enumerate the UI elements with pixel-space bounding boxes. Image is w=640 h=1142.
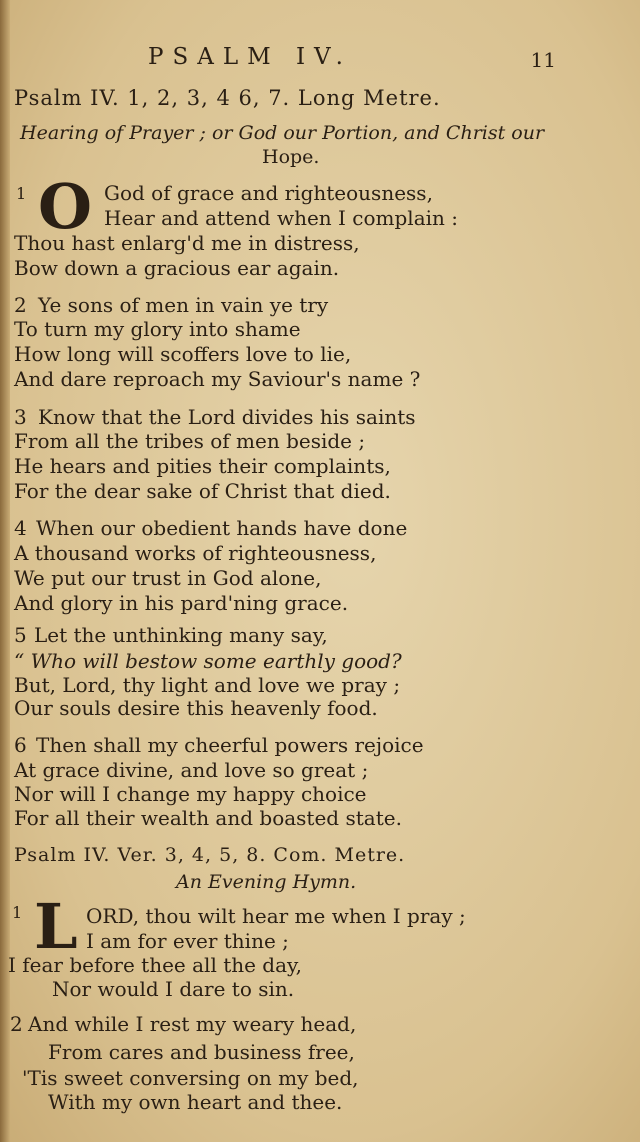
verse-line-quote: “ Who will bestow some earthly good? <box>14 649 402 673</box>
verse-line: I fear before thee all the day, <box>8 953 303 977</box>
verse-line: To turn my glory into shame <box>14 317 301 341</box>
verse-line: Thou hast enlarg'd me in distress, <box>14 231 360 255</box>
drop-cap: O <box>38 170 93 243</box>
verse-line: Nor would I dare to sin. <box>52 977 295 1001</box>
verse-line: From cares and business free, <box>48 1040 355 1064</box>
verse-line: And while I rest my weary head, <box>28 1012 357 1036</box>
stanza-number: 1 <box>16 184 27 203</box>
stanza-number: 3 <box>14 405 27 429</box>
verse-line: From all the tribes of men beside ; <box>14 429 366 453</box>
verse-line: Our souls desire this heavenly food. <box>14 696 378 720</box>
verse-line: How long will scoffers love to lie, <box>14 342 352 366</box>
verse-line: At grace divine, and love so great ; <box>14 758 369 782</box>
section-subtitle: Hearing of Prayer ; or God our Portion, and Christ our <box>20 122 545 144</box>
verse-line: When our obedient hands have done <box>36 516 408 540</box>
verse-line: Bow down a gracious ear again. <box>14 256 340 280</box>
verse-line: For the dear sake of Christ that died. <box>14 479 391 503</box>
section-subtitle: An Evening Hymn. <box>176 871 357 893</box>
verse-line: Let the unthinking many say, <box>34 623 328 647</box>
verse-line: Then shall my cheerful powers rejoice <box>36 733 424 757</box>
stanza-number: 1 <box>12 903 23 922</box>
stanza-number: 2 <box>14 293 27 317</box>
verse-line: Ye sons of men in vain ye try <box>38 293 329 317</box>
stanza-number: 5 <box>14 623 27 647</box>
verse-line: Know that the Lord divides his saints <box>38 405 416 429</box>
verse-line: Hear and attend when I complain : <box>104 206 458 230</box>
section-subtitle-continued: Hope. <box>262 146 320 168</box>
section-heading: Psalm IV. 1, 2, 3, 4 6, 7. Long Metre. <box>14 86 441 110</box>
verse-line: With my own heart and thee. <box>48 1090 343 1114</box>
verse-line: He hears and pities their complaints, <box>14 454 391 478</box>
verse-line: ORD, thou wilt hear me when I pray ; <box>86 904 466 928</box>
verse-line: Nor will I change my happy choice <box>14 782 367 806</box>
stanza-number: 6 <box>14 733 27 757</box>
verse-line: But, Lord, thy light and love we pray ; <box>14 673 401 697</box>
verse-line: 'Tis sweet conversing on my bed, <box>22 1066 359 1090</box>
running-head <box>0 44 640 74</box>
running-head-title: PSALM IV. <box>148 44 352 70</box>
verse-line: I am for ever thine ; <box>86 929 289 953</box>
verse-line: And glory in his pard'ning grace. <box>14 591 349 615</box>
verse-line: And dare reproach my Saviour's name ? <box>14 367 421 391</box>
stanza-number: 2 <box>10 1012 23 1036</box>
page-number: 11 <box>530 48 556 72</box>
verse-line: God of grace and righteousness, <box>104 181 433 205</box>
verse-line: A thousand works of righteousness, <box>14 541 377 565</box>
verse-line: For all their wealth and boasted state. <box>14 806 402 830</box>
verse-line: We put our trust in God alone, <box>14 566 322 590</box>
drop-cap: L <box>34 890 78 963</box>
section-heading: Psalm IV. Ver. 3, 4, 5, 8. Com. Metre. <box>14 844 406 866</box>
stanza-number: 4 <box>14 516 27 540</box>
